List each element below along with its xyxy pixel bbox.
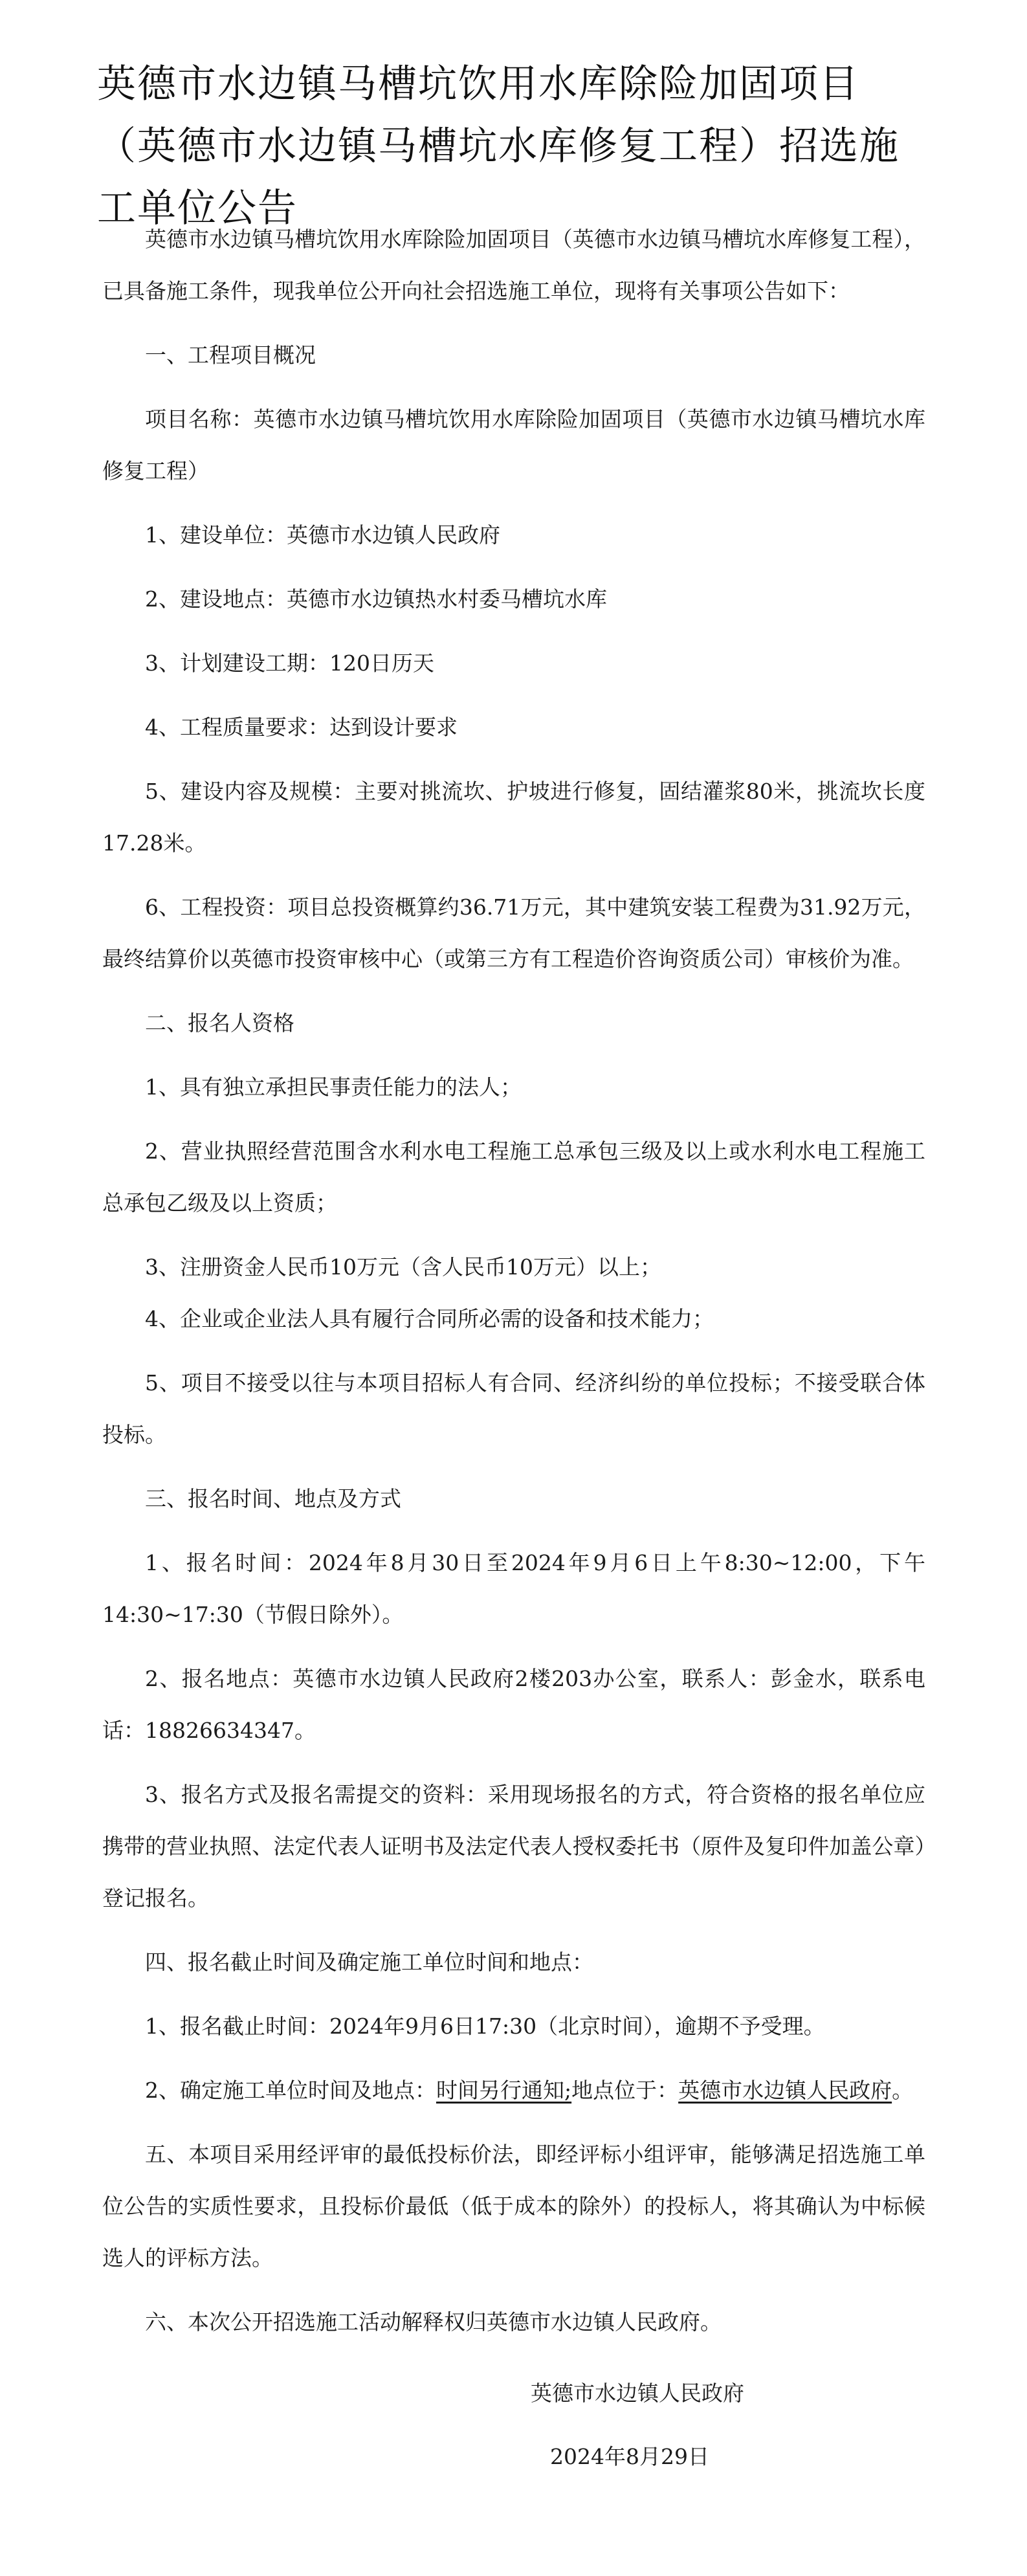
project-name: 项目名称：英德市水边镇马槽坑饮用水库除险加固项目（英德市水边镇马槽坑水库修复工程） [102, 406, 925, 483]
signature-organization: 英德市水边镇人民政府 [531, 2381, 744, 2406]
section-4-item-2 [102, 2065, 925, 2116]
section-4-time-notice: 时间另行通知; [436, 2078, 572, 2103]
section-4-item-1: 1、报名截止时间：2024年9月6日17:30（北京时间），逾期不予受理。 [145, 2014, 825, 2039]
section-1-item-6: 6、工程投资：项目总投资概算约36.71万元，其中建筑安装工程费为31.92万元，最终结算价以英德市投资审核中心（或第三方有工程造价咨询资质公司）审核价为准。 [102, 894, 925, 972]
section-6-paragraph: 六、本次公开招选施工活动解释权归英德市水边镇人民政府。 [145, 2309, 722, 2335]
document-body [102, 214, 925, 2360]
section-4-item-2-prefix: 2、确定施工单位时间及地点： [145, 2078, 436, 2103]
section-4-heading: 四、报名截止时间及确定施工单位时间和地点： [145, 1949, 593, 1975]
section-5-paragraph: 五、本项目采用经评审的最低投标价法，即经评标小组评审，能够满足招选施工单位公告的实质性要求，且投标价最低（低于成本的除外）的投标人，将其确认为中标候选人的评标方法。 [102, 2142, 925, 2271]
section-1-item-3: 3、计划建设工期：120日历天 [145, 650, 434, 676]
section-4-item-2-end: 。 [892, 2078, 914, 2103]
section-2-item-2: 2、营业执照经营范围含水利水电工程施工总承包三级及以上或水利水电工程施工总承包乙级及以上资质； [102, 1138, 925, 1216]
section-2-item-3: 3、注册资金人民币10万元（含人民币10万元）以上； [145, 1254, 661, 1280]
section-1-item-2: 2、建设地点：英德市水边镇热水村委马槽坑水库 [145, 586, 607, 612]
section-2-item-4: 4、企业或企业法人具有履行合同所必需的设备和技术能力； [145, 1306, 714, 1331]
section-1-item-4: 4、工程质量要求：达到设计要求 [145, 715, 458, 740]
section-2-item-5: 5、项目不接受以往与本项目招标人有合同、经济纠纷的单位投标；不接受联合体投标。 [102, 1370, 925, 1447]
intro-paragraph: 英德市水边镇马槽坑饮用水库除险加固项目（英德市水边镇马槽坑水库修复工程），已具备施工条件，现我单位公开向社会招选施工单位，现将有关事项公告如下： [102, 227, 925, 304]
section-2-heading: 二、报名人资格 [145, 1010, 294, 1036]
section-3-item-2: 2、报名地点：英德市水边镇人民政府2楼203办公室，联系人：彭金水，联系电话：18826634347。 [102, 1666, 925, 1743]
section-4-place: 英德市水边镇人民政府 [678, 2078, 892, 2103]
section-3-heading: 三、报名时间、地点及方式 [145, 1486, 401, 1511]
section-3-item-1: 1、报名时间：2024年8月30日至2024年9月6日上午8:30~12:00，下午14:30~17:30（节假日除外）。 [102, 1550, 925, 1627]
signature-date: 2024年8月29日 [550, 2444, 709, 2469]
document-title: 英德市水边镇马槽坑饮用水库除险加固项目（英德市水边镇马槽坑水库修复工程）招选施工单位公告 [97, 61, 900, 231]
section-3-item-3: 3、报名方式及报名需提交的资料：采用现场报名的方式，符合资格的报名单位应携带的营业执照、法定代表人证明书及法定代表人授权委托书（原件及复印件加盖公章）登记报名。 [102, 1782, 925, 1911]
section-1-heading: 一、工程项目概况 [145, 342, 316, 368]
section-1-item-5: 5、建设内容及规模：主要对挑流坎、护坡进行修复，固结灌浆80米，挑流坎长度17.28米。 [102, 779, 925, 856]
section-1-item-1: 1、建设单位：英德市水边镇人民政府 [145, 522, 500, 548]
section-2-item-1: 1、具有独立承担民事责任能力的法人； [145, 1074, 522, 1100]
section-4-item-2-mid: 地点位于： [571, 2078, 679, 2103]
